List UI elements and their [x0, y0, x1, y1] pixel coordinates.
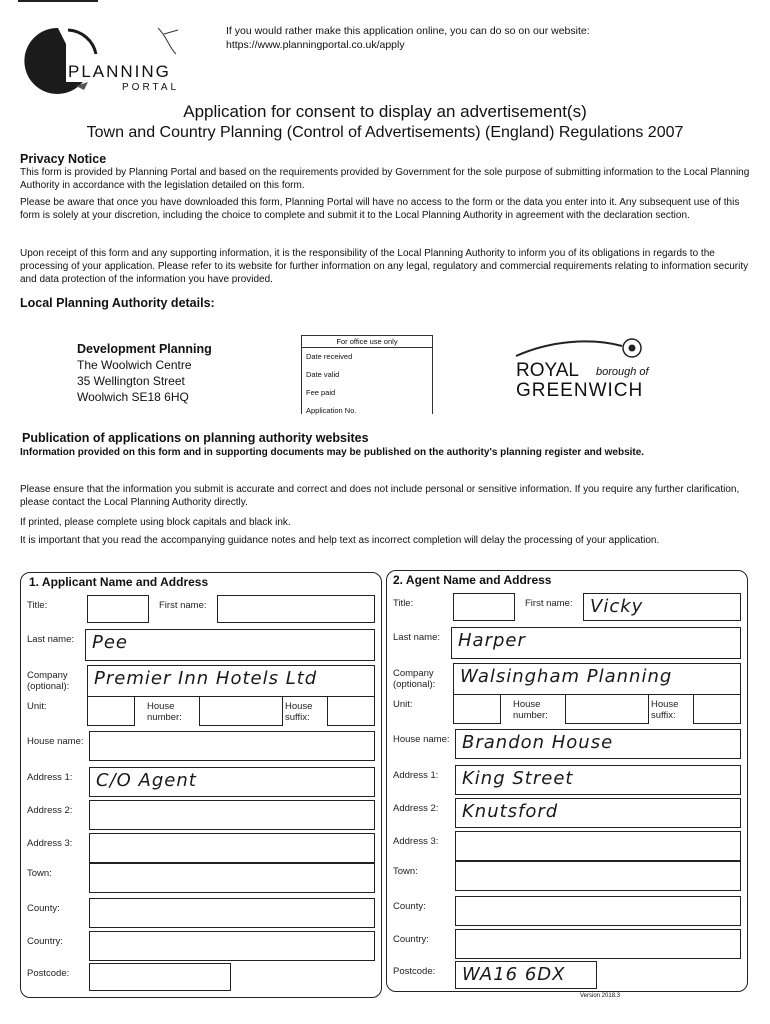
applicant-house-suffix-label: House suffix: — [285, 701, 313, 723]
agent-address3-label: Address 3: — [393, 836, 439, 847]
agent-house-number-field[interactable] — [565, 694, 649, 724]
agent-company-value: Walsingham Planning — [460, 666, 673, 687]
applicant-country-field[interactable] — [89, 931, 375, 961]
applicant-company-field[interactable] — [87, 665, 375, 697]
agent-first-name-field[interactable] — [583, 593, 741, 621]
agent-address3-field[interactable] — [455, 831, 741, 861]
privacy-heading: Privacy Notice — [20, 152, 107, 166]
agent-unit-label: Unit: — [393, 699, 413, 710]
agent-county-label: County: — [393, 901, 426, 912]
agent-town-label: Town: — [393, 866, 418, 877]
lpa-address-line-1: The Woolwich Centre — [77, 358, 192, 372]
applicant-title-label: Title: — [27, 600, 48, 611]
form-title: Application for consent to display an advertisement(s) — [183, 102, 587, 121]
privacy-paragraph-3: Upon receipt of this form and any supporting information, it is the responsibility of the Local Planning Authority to inform you of its obligations in regards to the processing of your application. Please refer to its website for further information on any legal, regulatory and commercial requirements relating to information security and data protection of the information you have provided. — [20, 248, 749, 285]
royal-greenwich-logo — [512, 332, 672, 404]
lpa-address — [77, 341, 212, 405]
lpa-heading: Local Planning Authority details: — [20, 296, 215, 310]
office-row-date-valid: Date valid — [306, 370, 340, 379]
office-use-heading: For office use only — [302, 336, 432, 348]
applicant-address2-field[interactable] — [89, 800, 375, 830]
applicant-company-label: Company (optional): — [27, 670, 70, 692]
office-row-date-received: Date received — [306, 352, 353, 361]
applicant-last-name-field[interactable] — [85, 629, 375, 661]
office-use-box — [301, 335, 433, 414]
applicant-first-name-label: First name: — [159, 600, 207, 611]
top-rule — [18, 0, 98, 2]
applicant-house-suffix-field[interactable] — [327, 696, 375, 726]
royal-word: ROYAL — [516, 360, 580, 381]
applicant-unit-field[interactable] — [87, 696, 135, 726]
agent-country-label: Country: — [393, 934, 429, 945]
applicant-address1-value: C/O Agent — [96, 770, 197, 791]
agent-house-number-label: House number: — [513, 699, 548, 721]
applicant-postcode-field[interactable] — [89, 963, 231, 991]
applicant-panel — [20, 572, 382, 998]
online-url-link[interactable]: https://www.planningportal.co.uk/apply — [226, 39, 405, 51]
applicant-county-label: County: — [27, 903, 60, 914]
applicant-county-field[interactable] — [89, 898, 375, 928]
agent-postcode-field[interactable] — [455, 961, 597, 989]
agent-address2-value: Knutsford — [462, 801, 559, 822]
applicant-last-name-label: Last name: — [27, 634, 74, 645]
applicant-town-label: Town: — [27, 868, 52, 879]
applicant-unit-label: Unit: — [27, 701, 47, 712]
lpa-address-line-3: Woolwich SE18 6HQ — [77, 390, 189, 404]
applicant-company-value: Premier Inn Hotels Ltd — [94, 668, 318, 689]
lpa-address-line-2: 35 Wellington Street — [77, 374, 185, 388]
agent-last-name-value: Harper — [458, 630, 526, 651]
agent-county-field[interactable] — [455, 896, 741, 926]
office-row-application-no: Application No. — [306, 406, 357, 415]
applicant-heading: 1. Applicant Name and Address — [29, 575, 209, 589]
lpa-name: Development Planning — [77, 342, 212, 356]
publication-paragraph-2: If printed, please complete using block capitals and black ink. — [20, 517, 291, 528]
publication-bold-notice: Information provided on this form and in supporting documents may be published on the authority's planning register and website. — [20, 447, 645, 458]
agent-postcode-label: Postcode: — [393, 966, 436, 977]
logo-word-planning: PLANNING — [68, 62, 171, 81]
applicant-title-field[interactable] — [87, 595, 149, 623]
agent-title-label: Title: — [393, 598, 414, 609]
agent-first-name-value: Vicky — [590, 596, 644, 617]
borough-of-word: borough of — [596, 366, 649, 378]
applicant-address2-label: Address 2: — [27, 805, 73, 816]
applicant-house-name-label: House name: — [27, 736, 84, 747]
agent-address1-field[interactable] — [455, 765, 741, 795]
agent-company-field[interactable] — [453, 663, 741, 695]
applicant-town-field[interactable] — [89, 863, 375, 893]
agent-postcode-value: WA16 6DX — [462, 964, 566, 985]
agent-address1-value: King Street — [462, 768, 574, 789]
applicant-house-number-label: House number: — [147, 701, 182, 723]
applicant-address3-field[interactable] — [89, 833, 375, 863]
publication-heading: Publication of applications on planning authority websites — [22, 431, 369, 445]
planning-portal-logo — [18, 24, 198, 100]
privacy-paragraph-2: Please be aware that once you have downloaded this form, Planning Portal will have no access to the form or the data you enter into it. Any subsequent use of this form is solely at your discretion, including the choice to complete and submit it to the Local Planning Authority in agreement with the declaration section. — [20, 197, 740, 221]
online-notice — [226, 24, 590, 52]
agent-unit-field[interactable] — [453, 694, 501, 724]
royal-greenwich-crest — [512, 332, 672, 362]
agent-house-name-label: House name: — [393, 734, 450, 745]
agent-address2-field[interactable] — [455, 798, 741, 828]
applicant-address1-field[interactable] — [89, 767, 375, 797]
greenwich-word: GREENWICH — [516, 380, 644, 401]
agent-address1-label: Address 1: — [393, 770, 439, 781]
applicant-house-name-field[interactable] — [89, 731, 375, 761]
agent-house-name-value: Brandon House — [462, 732, 614, 753]
agent-company-label: Company (optional): — [393, 668, 436, 690]
agent-last-name-label: Last name: — [393, 632, 440, 643]
logo-word-portal: PORTAL — [122, 82, 180, 93]
applicant-house-number-field[interactable] — [199, 696, 283, 726]
agent-address2-label: Address 2: — [393, 803, 439, 814]
applicant-country-label: Country: — [27, 936, 63, 947]
version-label: Version 2018.3 — [580, 993, 621, 999]
publication-paragraph-3: It is important that you read the accompanying guidance notes and help text as incorrect completion will delay the processing of your application. — [20, 535, 660, 546]
publication-paragraph-1: Please ensure that the information you submit is accurate and correct and does not include personal or sensitive information. If you require any further clarification, please contact the Local Planning Authority directly. — [20, 484, 740, 508]
applicant-address1-label: Address 1: — [27, 772, 73, 783]
form-subtitle: Town and Country Planning (Control of Advertisements) (England) Regulations 2007 — [86, 124, 684, 141]
agent-town-field[interactable] — [455, 861, 741, 891]
agent-house-suffix-field[interactable] — [693, 694, 741, 724]
office-row-fee-paid: Fee paid — [306, 388, 336, 397]
agent-heading: 2. Agent Name and Address — [393, 573, 552, 587]
agent-panel — [386, 570, 748, 992]
agent-first-name-label: First name: — [525, 598, 573, 609]
agent-house-suffix-label: House suffix: — [651, 699, 679, 721]
agent-last-name-field[interactable] — [451, 627, 741, 659]
agent-title-field[interactable] — [453, 593, 515, 621]
agent-house-name-field[interactable] — [455, 729, 741, 759]
applicant-postcode-label: Postcode: — [27, 968, 70, 979]
applicant-last-name-value: Pee — [92, 632, 129, 653]
online-notice-text: If you would rather make this application online, you can do so on our website: — [226, 25, 590, 37]
applicant-address3-label: Address 3: — [27, 838, 73, 849]
applicant-first-name-field[interactable] — [217, 595, 375, 623]
agent-country-field[interactable] — [455, 929, 741, 959]
privacy-paragraph-1: This form is provided by Planning Portal and based on the requirements provided by Government for the sole purpose of submitting information to the Local Planning Authority in accordance with the legislation detailed on this form. — [20, 167, 750, 191]
